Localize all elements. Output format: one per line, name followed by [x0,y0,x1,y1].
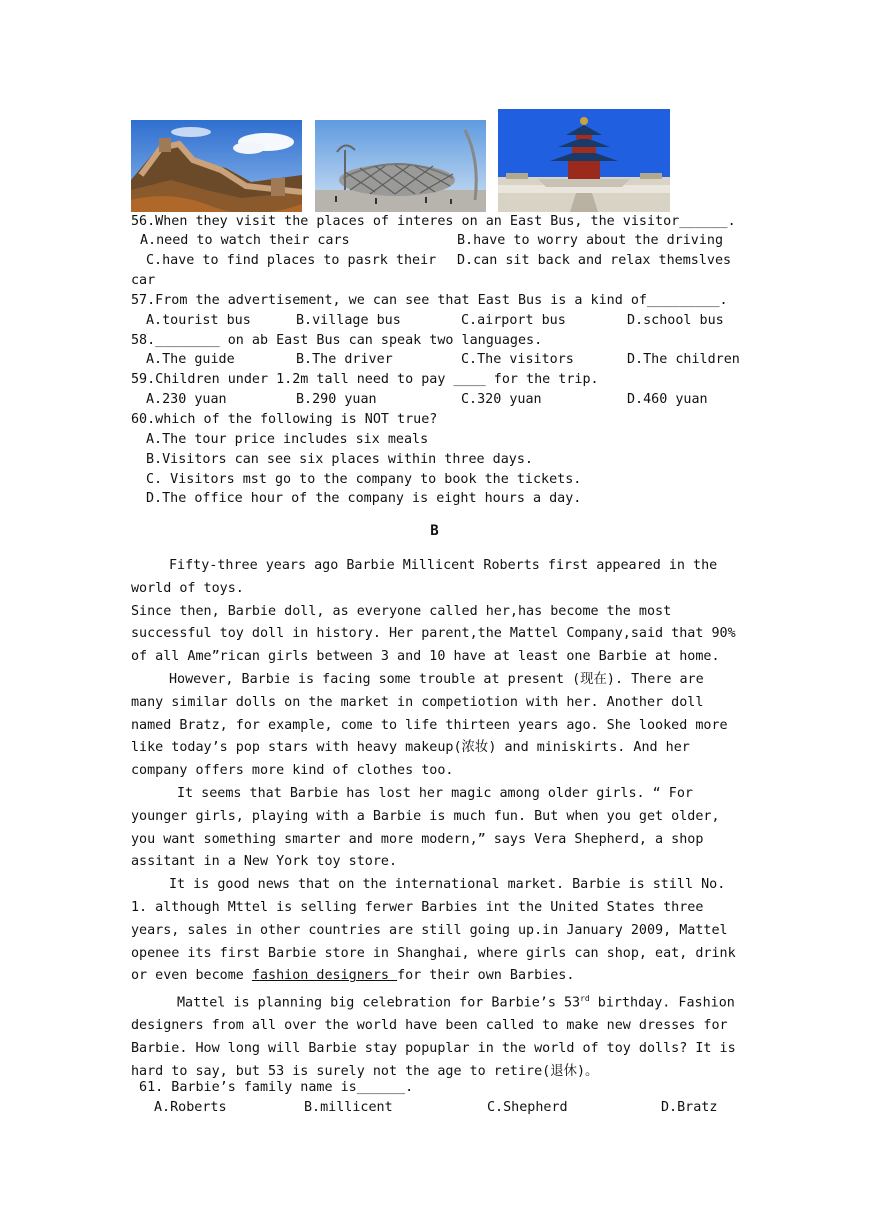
question-56-option-d: D.can sit back and relax themslves [457,253,732,268]
passage-paragraph-6 [131,988,739,1084]
passage-paragraph-5 [131,874,739,988]
passage-paragraph-6-end: birthday. Fashion designers from all over the world have been called to make new dresses for Barbie. How long will Barbie stay popuplar in the world of toy dolls? It is hard to say, but 53 is surely not the age to retire(退休)。 [131,995,736,1079]
question-58-stem: 58.________ on ab East Bus can speak two languages. [131,333,543,348]
section-b-heading: B [430,523,439,539]
question-60-option-c: C. Visitors mst go to the company to book the tickets. [146,472,582,487]
question-58-option-d: D.The children [627,352,740,367]
ordinal-suffix: rd [580,994,590,1004]
question-59-option-b: B.290 yuan [296,392,377,407]
question-60-stem: 60.which of the following is NOT true? [131,412,438,427]
question-58-option-a: A.The guide [146,352,235,367]
question-60-option-a: A.The tour price includes six meals [146,432,429,447]
reading-passage [131,555,739,1084]
passage-paragraph-2: Since then, Barbie doll, as everyone called her,has become the most successful toy doll in history. Her parent,the Mattel Company,said that 90% of all Ame”rican girls between 3 and 10 have at least one Barbie at home. [131,603,736,665]
question-57-option-a: A.tourist bus [146,313,251,328]
question-57-option-b: B.village bus [296,313,401,328]
question-61-option-b: B.millicent [304,1100,393,1115]
question-56-option-c: C.have to find places to pasrk their [146,253,437,268]
question-57-option-d: D.school bus [627,313,724,328]
question-57-stem: 57.From the advertisement, we can see that East Bus is a kind of_________. [131,293,728,308]
passage-paragraph-5-end: for their own Barbies. [397,968,575,984]
question-58-option-c: C.The visitors [461,352,574,367]
passage-paragraph-5-text: It is good news that on the international market. Barbie is still No. 1. although Mttel is selling ferwer Barbies int the United States three years, sales in other countries are still going up.in January 2009, Mattel openee its first Barbie store in Shanghai, where girls can shop, eat, drink or even become [131,877,736,984]
question-61-option-c: C.Shepherd [487,1100,568,1115]
question-60-option-d: D.The office hour of the company is eight hours a day. [146,491,582,506]
question-61-option-a: A.Roberts [154,1100,227,1115]
question-59-stem: 59.Children under 1.2m tall need to pay ____ for the trip. [131,372,599,387]
temple-of-heaven-photo [498,109,670,212]
question-57-option-c: C.airport bus [461,313,566,328]
question-61-stem: 61. Barbie’s family name is______. [131,1080,414,1095]
question-59-option-d: D.460 yuan [627,392,708,407]
question-56-option-c-wrap: car [131,273,156,288]
birds-nest-stadium-photo [315,120,486,212]
question-58-option-b: B.The driver [296,352,393,367]
passage-paragraph-3: However, Barbie is facing some trouble at present (现在). There are many similar dolls on the market in competiotion with her. Another doll named Bratz, for example, come to life thirteen years ago. She looked more like today’s pop stars with heavy makeup(浓妆) and miniskirts. And her company offers more kind of clothes too. [131,671,728,779]
question-60-option-b: B.Visitors can see six places within three days. [146,452,533,467]
passage-paragraph-1: Fifty-three years ago Barbie Millicent Roberts first appeared in the world of toys. [131,558,718,596]
question-59-option-c: C.320 yuan [461,392,542,407]
question-61-option-d: D.Bratz [661,1100,718,1115]
question-56-stem: 56.When they visit the places of interes on an East Bus, the visitor______. [131,214,736,229]
passage-paragraph-6-text: Mattel is planning big celebration for Barbie’s 53 [177,995,581,1011]
question-56-option-b: B.have to worry about the driving [457,233,724,248]
question-59-option-a: A.230 yuan [146,392,227,407]
question-56-option-a: A.need to watch their cars [140,233,350,248]
great-wall-photo [131,120,302,212]
passage-paragraph-4: It seems that Barbie has lost her magic among older girls. “ For younger girls, playing with a Barbie is much fun. But when you get older, you want something smarter and more modern,” says Vera Shepherd, a shop assitant in a New York toy store. [131,785,720,870]
underlined-phrase: fashion designers [251,968,398,984]
